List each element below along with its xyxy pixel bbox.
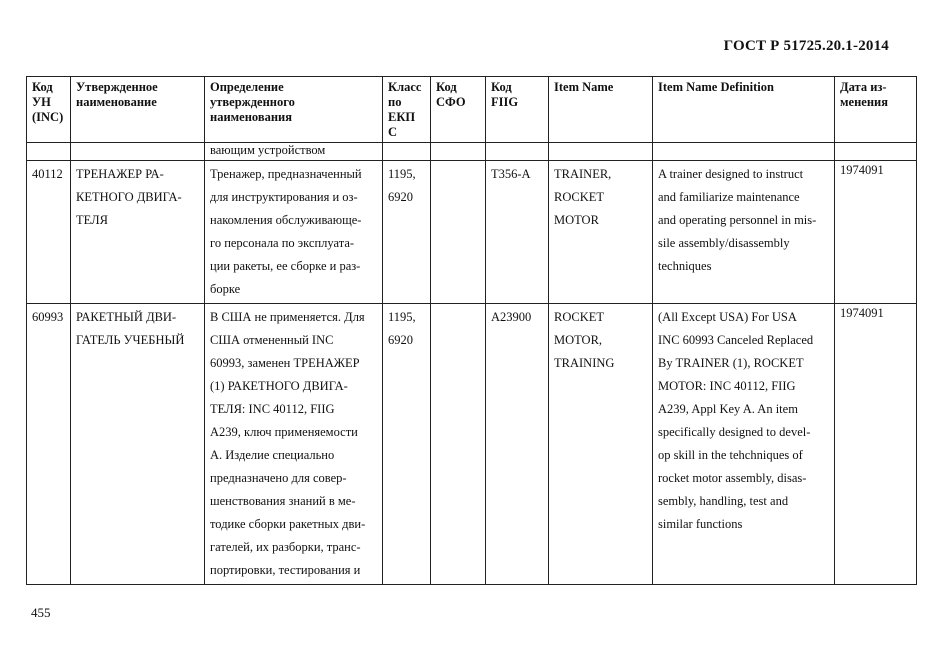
page-number: 455 [31,605,51,620]
cell-line: specifically designed to devel- [658,425,811,439]
cell-line: предназначено для совер- [210,471,347,485]
cell-line: гателей, их разборки, транс- [210,540,361,554]
col-header-change-date [835,77,917,143]
header-line: Класс [388,80,422,94]
cell-fiig-code [486,161,549,304]
table-header-row [27,77,917,143]
cell-line: MOTOR [554,213,599,227]
cell-line: By TRAINER (1), ROCKET [658,356,804,370]
header-line: менения [840,95,888,109]
continuation-row [27,143,917,161]
cell-approved-name [71,161,205,304]
header-line: Утвержденное [76,80,158,94]
cell-line: A trainer designed to instruct [658,167,804,181]
col-header-item-name [549,77,653,143]
cell-item-name [549,161,653,304]
cell-item-name [549,304,653,585]
cell-fiig-code [486,304,549,585]
cell-line: and familiarize maintenance [658,190,800,204]
cell-line: T356-A [491,167,531,181]
cell-change-date: 1974091 [835,304,917,585]
col-header-inc [27,77,71,143]
cell-line: КЕТНОГО ДВИГА- [76,190,182,204]
cell-definition [205,304,383,585]
cell-line: 60993, заменен ТРЕНАЖЕР [210,356,360,370]
cell-line: 6920 [388,333,413,347]
cell-definition [205,161,383,304]
cell-line: А. Изделие специально [210,448,335,462]
cell-line: го персонала по эксплуата- [210,236,355,250]
header-line: FIIG [491,95,519,109]
cell-line: sile assembly/disassembly [658,236,790,250]
cell-line: для инструктирования и оз- [210,190,358,204]
cell-line: (1) РАКЕТНОГО ДВИГА- [210,379,348,393]
cell-line: ГАТЕЛЬ УЧЕБНЫЙ [76,333,185,347]
nomenclature-table [26,76,917,585]
header-line: по [388,95,402,109]
cell-line: 6920 [388,190,413,204]
cell-line: techniques [658,259,712,273]
cell-line: 1195, [388,310,416,324]
cell-line: 1195, [388,167,416,181]
header-line: Определение [210,80,284,94]
header-line: (INC) [32,110,64,124]
cell-sfo-code [431,161,486,304]
cell-line: A239, Appl Key A. An item [658,402,798,416]
cell-inc [27,304,71,585]
header-line: Код [491,80,512,94]
cell-line: TRAINER, [554,167,612,181]
cell-line: sembly, handling, test and [658,494,789,508]
cell-sfo-code [431,304,486,585]
header-line: наименование [76,95,157,109]
col-header-sfo-code [431,77,486,143]
cell-line: портировки, тестирования и [210,563,361,577]
header-line: Дата из- [840,80,887,94]
cell-line: РАКЕТНЫЙ ДВИ- [76,310,177,324]
cell-line: ТЕЛЯ [76,213,108,227]
cell-line: (All Except USA) For USA [658,310,797,324]
cell-approved-name [71,304,205,585]
col-header-approved-name [71,77,205,143]
header-line: С [388,125,398,139]
cell-item-name-definition [653,161,835,304]
col-header-ekps-class [383,77,431,143]
cell-line: ROCKET [554,190,604,204]
cell-line: шенствования знаний в ме- [210,494,356,508]
cell-line: борке [210,282,241,296]
col-header-definition [205,77,383,143]
header-line: Код [436,80,457,94]
cell-line: rocket motor assembly, disas- [658,471,807,485]
cell-line: similar functions [658,517,743,531]
header-line: Item Name [554,80,614,94]
cell-line: MOTOR: INC 40112, FIIG [658,379,796,393]
continuation-definition-text: вающим устройством [205,143,383,161]
cell-line: INC 60993 Canceled Replaced [658,333,814,347]
cell-line: op skill in the tehchniques of [658,448,803,462]
cell-line: В США не применяется. Для [210,310,365,324]
standard-code: ГОСТ Р 51725.20.1-2014 [723,38,889,54]
header-line: Код [32,80,53,94]
cell-line: ТРЕНАЖЕР РА- [76,167,164,181]
header-line: ЕКП [388,110,416,124]
col-header-item-name-definition [653,77,835,143]
table-body [27,161,917,585]
cell-change-date: 1974091 [835,161,917,304]
cell-line: 40112 [32,167,63,181]
header-line: утвержденного [210,95,295,109]
cell-line: A239, ключ применяемости [210,425,358,439]
cell-line: тодике сборки ракетных дви- [210,517,366,531]
header-line: УН [32,95,51,109]
cell-line: ROCKET [554,310,604,324]
table-row [27,304,917,585]
cell-ekps-class [383,304,431,585]
cell-line: Тренажер, предназначенный [210,167,362,181]
cell-line: 60993 [32,310,64,324]
cell-line: TRAINING [554,356,615,370]
cell-ekps-class [383,161,431,304]
header-line: СФО [436,95,466,109]
cell-line: A23900 [491,310,532,324]
cell-line: накомления обслуживающе- [210,213,362,227]
cell-line: ТЕЛЯ: INC 40112, FIIG [210,402,335,416]
cell-line: США отмененный INC [210,333,334,347]
cell-line: and operating personnel in mis- [658,213,817,227]
cell-line: MOTOR, [554,333,603,347]
cell-line: ции ракеты, ее сборке и раз- [210,259,361,273]
table-row [27,161,917,304]
col-header-fiig-code [486,77,549,143]
header-line: наименования [210,110,293,124]
cell-inc [27,161,71,304]
cell-item-name-definition [653,304,835,585]
header-line: Item Name Definition [658,80,774,94]
